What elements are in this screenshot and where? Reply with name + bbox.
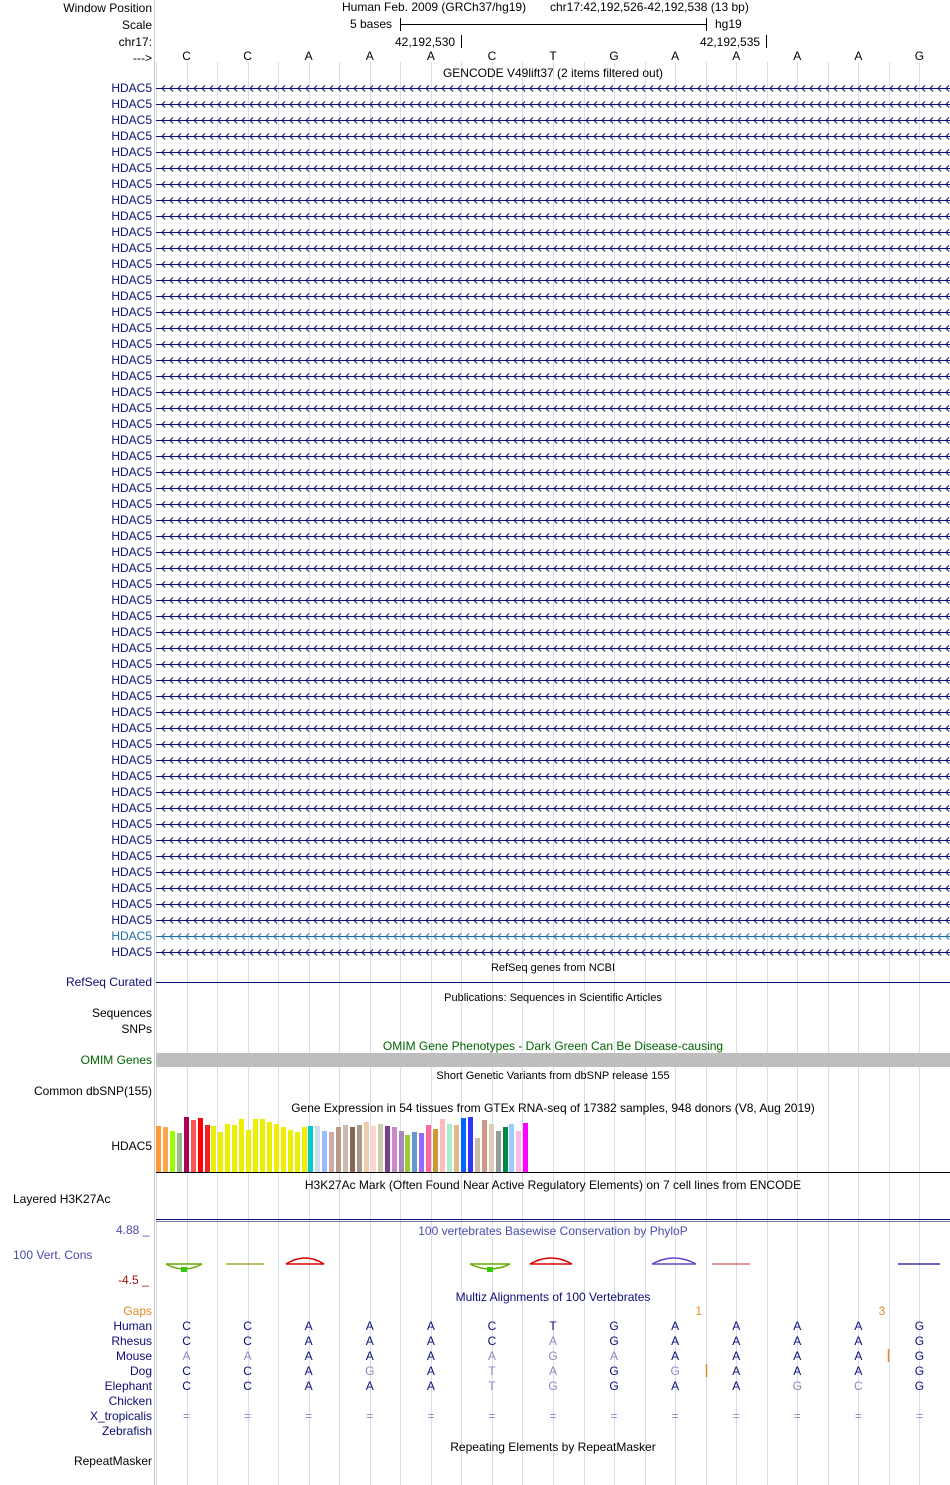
reference-base: C <box>487 49 497 63</box>
dbsnp-label[interactable]: Common dbSNP(155) <box>33 1084 152 1098</box>
refseq-label[interactable]: RefSeq Curated <box>65 975 152 989</box>
gtex-tissue-bar[interactable] <box>239 1119 244 1172</box>
alignment-base: A <box>793 1334 802 1348</box>
phylop-label[interactable]: 100 Vert. Cons <box>13 1248 93 1262</box>
gtex-tissue-bar[interactable] <box>503 1127 508 1172</box>
publications-snps-label[interactable]: SNPs <box>121 1022 152 1036</box>
alignment-base: = <box>915 1409 923 1423</box>
gtex-tissue-bar[interactable] <box>308 1126 313 1172</box>
alignment-base: A <box>365 1334 374 1348</box>
gtex-tissue-bar[interactable] <box>412 1132 417 1172</box>
gap-count: 3 <box>878 1304 886 1318</box>
h3k27ac-track-title[interactable]: H3K27Ac Mark (Often Found Near Active Regulatory Elements) on 7 cell lines from ENCODE <box>304 1178 802 1192</box>
species-label[interactable]: Rhesus <box>111 1334 152 1348</box>
gencode-item-label[interactable]: HDAC5 <box>111 241 152 255</box>
gencode-item-label[interactable]: HDAC5 <box>111 129 152 143</box>
alignment-base: C <box>487 1319 497 1333</box>
gtex-tissue-bar[interactable] <box>184 1117 189 1172</box>
alignment-base: A <box>426 1379 435 1393</box>
gtex-tissue-bar[interactable] <box>253 1119 258 1172</box>
gtex-tissue-bar[interactable] <box>343 1125 348 1172</box>
gtex-tissue-bar[interactable] <box>336 1127 341 1172</box>
gencode-item-label[interactable]: HDAC5 <box>111 673 152 687</box>
gtex-label[interactable]: HDAC5 <box>111 1139 152 1153</box>
assembly-title: Human Feb. 2009 (GRCh37/hg19) <box>342 0 527 14</box>
gaps-label: Gaps <box>123 1304 152 1318</box>
alignment-base: C <box>182 1379 191 1393</box>
gencode-item-label[interactable]: HDAC5 <box>111 849 152 863</box>
dbsnp-track-title[interactable]: Short Genetic Variants from dbSNP release 155 <box>436 1070 670 1082</box>
gencode-item-label[interactable]: HDAC5 <box>111 225 152 239</box>
gencode-item-label[interactable]: HDAC5 <box>111 529 152 543</box>
gencode-item-label[interactable]: HDAC5 <box>111 737 152 751</box>
gtex-tissue-bar[interactable] <box>482 1120 487 1172</box>
gtex-tissue-bar[interactable] <box>461 1118 466 1172</box>
alignment-base: = <box>549 1409 557 1423</box>
species-label[interactable]: Human <box>113 1319 152 1333</box>
gencode-item-label[interactable]: HDAC5 <box>111 417 152 431</box>
omim-label[interactable]: OMIM Genes <box>80 1053 152 1067</box>
gtex-tissue-bar[interactable] <box>496 1131 501 1172</box>
alignment-base: = <box>427 1409 435 1423</box>
refseq-track-title[interactable]: RefSeq genes from NCBI <box>490 962 616 974</box>
alignment-base: C <box>243 1379 252 1393</box>
gencode-item-label[interactable]: HDAC5 <box>111 433 152 447</box>
alignment-base: C <box>182 1364 191 1378</box>
alignment-base: G <box>792 1379 802 1393</box>
alignment-base: = <box>854 1409 862 1423</box>
scale-label: Scale <box>121 18 152 32</box>
phylop-mark <box>487 1267 493 1272</box>
gencode-item-label[interactable]: HDAC5 <box>111 801 152 815</box>
coord-left: 42,192,530 <box>395 35 456 49</box>
alignment-base: A <box>854 1334 863 1348</box>
alignment-base: A <box>671 1349 680 1363</box>
alignment-base: G <box>548 1349 558 1363</box>
alignment-base: G <box>914 1349 925 1363</box>
gtex-tissue-bar[interactable] <box>371 1126 376 1172</box>
alignment-base: = <box>732 1409 740 1423</box>
reference-base: C <box>182 49 191 63</box>
gencode-item-label[interactable]: HDAC5 <box>111 945 152 959</box>
gencode-item-label[interactable]: HDAC5 <box>111 449 152 463</box>
species-label[interactable]: Mouse <box>115 1349 152 1363</box>
phylop-max: 4.88 _ <box>116 1223 150 1237</box>
alignment-base: A <box>854 1319 863 1333</box>
gtex-tissue-bar[interactable] <box>509 1124 514 1172</box>
gencode-item-label[interactable]: HDAC5 <box>111 641 152 655</box>
gtex-tissue-bar[interactable] <box>350 1127 355 1172</box>
alignment-base: A <box>548 1364 557 1378</box>
alignment-base: A <box>365 1379 374 1393</box>
species-label[interactable]: Elephant <box>104 1379 152 1393</box>
phylop-mark <box>652 1258 696 1264</box>
alignment-base: = <box>305 1409 313 1423</box>
reference-base: A <box>365 49 374 63</box>
gtex-tissue-bar[interactable] <box>378 1124 383 1172</box>
gencode-item-label[interactable]: HDAC5 <box>111 609 152 623</box>
alignment-base: A <box>671 1379 680 1393</box>
h3k27ac-label[interactable]: Layered H3K27Ac <box>13 1192 111 1206</box>
gtex-tissue-bar[interactable] <box>468 1117 473 1172</box>
alignment-base: A <box>426 1349 435 1363</box>
omim-gene-bar <box>156 1053 950 1067</box>
gtex-tissue-bar[interactable] <box>489 1124 494 1172</box>
chrom-label: chr17: <box>118 35 152 49</box>
repeatmasker-track-title[interactable]: Repeating Elements by RepeatMasker <box>450 1440 656 1454</box>
gtex-tissue-bar[interactable] <box>302 1127 307 1172</box>
reference-base: A <box>671 49 680 63</box>
alignment-base: T <box>549 1319 557 1333</box>
gtex-tissue-bar[interactable] <box>357 1125 362 1172</box>
coord-right: 42,192,535 <box>700 35 761 49</box>
alignment-base: A <box>732 1319 741 1333</box>
gencode-item-label[interactable]: HDAC5 <box>111 929 152 943</box>
alignment-base: A <box>671 1319 680 1333</box>
gencode-item-label[interactable]: HDAC5 <box>111 273 152 287</box>
gencode-item-label[interactable]: HDAC5 <box>111 465 152 479</box>
gencode-item-label[interactable]: HDAC5 <box>111 577 152 591</box>
gtex-tissue-bar[interactable] <box>315 1126 320 1172</box>
alignment-base: C <box>243 1319 252 1333</box>
alignment-base: A <box>304 1319 313 1333</box>
reference-base: G <box>609 49 619 63</box>
gtex-tissue-bar[interactable] <box>267 1122 272 1172</box>
alignment-base: = <box>183 1409 191 1423</box>
gencode-item-label[interactable]: HDAC5 <box>111 833 152 847</box>
gencode-item-label[interactable]: HDAC5 <box>111 289 152 303</box>
alignment-base: T <box>488 1379 496 1393</box>
gtex-tissue-bar[interactable] <box>405 1135 410 1172</box>
gtex-tissue-bar[interactable] <box>385 1126 390 1172</box>
gtex-tissue-bar[interactable] <box>288 1130 293 1172</box>
gencode-item-label[interactable]: HDAC5 <box>111 193 152 207</box>
gtex-tissue-bar[interactable] <box>205 1125 210 1172</box>
gtex-track-title[interactable]: Gene Expression in 54 tissues from GTEx RNA-seq of 17382 samples, 948 donors (V8, Aug 2019) <box>291 1101 815 1115</box>
gencode-item-label[interactable]: HDAC5 <box>111 369 152 383</box>
gencode-item-label[interactable]: HDAC5 <box>111 913 152 927</box>
gencode-item-label[interactable]: HDAC5 <box>111 257 152 271</box>
alignment-base: A <box>793 1349 802 1363</box>
gencode-item-label[interactable]: HDAC5 <box>111 81 152 95</box>
alignment-base: A <box>732 1334 741 1348</box>
alignment-base: G <box>914 1379 925 1393</box>
species-label[interactable]: Dog <box>129 1364 152 1378</box>
gtex-tissue-bar[interactable] <box>433 1129 438 1172</box>
alignment-base: = <box>610 1409 618 1423</box>
alignment-base: G <box>609 1379 619 1393</box>
gencode-item-label[interactable]: HDAC5 <box>111 785 152 799</box>
strand-label: ---> <box>133 51 152 65</box>
alignment-base: G <box>365 1364 375 1378</box>
alignment-base: A <box>671 1334 680 1348</box>
gtex-tissue-bar[interactable] <box>475 1138 480 1172</box>
alignment-base: = <box>488 1409 496 1423</box>
alignment-base: A <box>854 1349 863 1363</box>
gencode-item-label[interactable]: HDAC5 <box>111 689 152 703</box>
gtex-tissue-bar[interactable] <box>281 1127 286 1172</box>
gtex-tissue-bar[interactable] <box>198 1118 203 1172</box>
gencode-item-label[interactable]: HDAC5 <box>111 513 152 527</box>
gtex-tissue-bar[interactable] <box>156 1126 161 1172</box>
alignment-base: A <box>304 1364 313 1378</box>
alignment-base: A <box>304 1334 313 1348</box>
gtex-tissue-bar[interactable] <box>225 1124 230 1172</box>
db-text: hg19 <box>715 17 742 31</box>
alignment-base: A <box>182 1349 191 1363</box>
gtex-tissue-bar[interactable] <box>440 1119 445 1172</box>
alignment-base: A <box>304 1379 313 1393</box>
gencode-item-label[interactable]: HDAC5 <box>111 625 152 639</box>
alignment-base: G <box>548 1379 558 1393</box>
gtex-tissue-bar[interactable] <box>329 1132 334 1172</box>
gencode-item-label[interactable]: HDAC5 <box>111 481 152 495</box>
publications-sequences-label[interactable]: Sequences <box>91 1006 152 1020</box>
gencode-item-label[interactable]: HDAC5 <box>111 593 152 607</box>
phylop-mark <box>530 1258 572 1264</box>
alignment-base: = <box>671 1409 679 1423</box>
alignment-base: G <box>914 1364 925 1378</box>
gtex-tissue-bar[interactable] <box>392 1127 397 1172</box>
repeatmasker-label[interactable]: RepeatMasker <box>73 1454 152 1468</box>
gtex-tissue-bar[interactable] <box>274 1124 279 1172</box>
gencode-item-label[interactable]: HDAC5 <box>111 337 152 351</box>
gencode-item-label[interactable]: HDAC5 <box>111 401 152 415</box>
alignment-base: = <box>366 1409 374 1423</box>
alignment-base: = <box>793 1409 801 1423</box>
gencode-item-label[interactable]: HDAC5 <box>111 161 152 175</box>
gtex-tissue-bar[interactable] <box>246 1130 251 1172</box>
gencode-item-label[interactable]: HDAC5 <box>111 385 152 399</box>
gencode-item-label[interactable]: HDAC5 <box>111 881 152 895</box>
gencode-track-title[interactable]: GENCODE V49lift37 (2 items filtered out) <box>442 66 664 80</box>
gtex-tissue-bar[interactable] <box>211 1126 216 1172</box>
alignment-base: A <box>426 1319 435 1333</box>
publications-track-title[interactable]: Publications: Sequences in Scientific Articles <box>444 992 662 1004</box>
gtex-tissue-bar[interactable] <box>177 1133 182 1172</box>
gtex-tissue-bar[interactable] <box>523 1123 528 1172</box>
gencode-item-label[interactable]: HDAC5 <box>111 817 152 831</box>
phylop-min: -4.5 _ <box>118 1273 149 1287</box>
reference-base: A <box>732 49 741 63</box>
gtex-tissue-bar[interactable] <box>295 1132 300 1172</box>
gencode-item-label[interactable]: HDAC5 <box>111 897 152 911</box>
species-label[interactable]: Zebrafish <box>101 1424 152 1438</box>
alignment-base: A <box>854 1364 863 1378</box>
alignment-base: A <box>732 1364 741 1378</box>
alignment-base: C <box>182 1334 191 1348</box>
gtex-tissue-bar[interactable] <box>447 1124 452 1172</box>
alignment-base: C <box>487 1334 497 1348</box>
gencode-item-label[interactable]: HDAC5 <box>111 769 152 783</box>
position-readout[interactable]: chr17:42,192,526-42,192,538 (13 bp) <box>550 0 749 14</box>
alignment-base: G <box>609 1364 619 1378</box>
alignment-base: A <box>793 1364 802 1378</box>
alignment-base: A <box>426 1364 435 1378</box>
gencode-item-label[interactable]: HDAC5 <box>111 305 152 319</box>
gtex-tissue-bar[interactable] <box>426 1125 431 1172</box>
gencode-item-label[interactable]: HDAC5 <box>111 145 152 159</box>
reference-base: A <box>304 49 313 63</box>
alignment-base: A <box>793 1319 802 1333</box>
alignment-base: A <box>426 1334 435 1348</box>
phylop-mark <box>181 1267 187 1272</box>
alignment-base: A <box>304 1349 313 1363</box>
gencode-item-label[interactable]: HDAC5 <box>111 177 152 191</box>
alignment-base: T <box>488 1364 496 1378</box>
alignment-base: C <box>182 1319 191 1333</box>
reference-base: A <box>793 49 802 63</box>
alignment-base: A <box>487 1349 496 1363</box>
gencode-item-label[interactable]: HDAC5 <box>111 97 152 111</box>
alignment-base: G <box>609 1334 619 1348</box>
alignment-base: = <box>244 1409 252 1423</box>
scale-text: 5 bases <box>350 17 393 31</box>
reference-base: T <box>549 49 557 63</box>
multiz-track-title[interactable]: Multiz Alignments of 100 Vertebrates <box>455 1290 651 1304</box>
gtex-tissue-bar[interactable] <box>191 1120 196 1172</box>
reference-base: A <box>854 49 863 63</box>
gencode-item-label[interactable]: HDAC5 <box>111 865 152 879</box>
gtex-tissue-bar[interactable] <box>218 1132 223 1172</box>
gencode-item-label[interactable]: HDAC5 <box>111 705 152 719</box>
alignment-base: A <box>732 1349 741 1363</box>
window-position-label: Window Position <box>63 1 152 15</box>
alignment-base: G <box>670 1364 680 1378</box>
gtex-tissue-bar[interactable] <box>516 1131 521 1172</box>
gtex-tissue-bar[interactable] <box>322 1131 327 1172</box>
alignment-base: C <box>243 1334 252 1348</box>
alignment-base: A <box>548 1334 557 1348</box>
gtex-tissue-bar[interactable] <box>364 1122 369 1172</box>
alignment-base: A <box>365 1319 374 1333</box>
reference-base: C <box>243 49 252 63</box>
gencode-item-label[interactable]: HDAC5 <box>111 545 152 559</box>
phylop-mark <box>286 1258 324 1264</box>
gencode-item-label[interactable]: HDAC5 <box>111 753 152 767</box>
alignment-base: A <box>610 1349 619 1363</box>
alignment-base: A <box>243 1349 252 1363</box>
reference-base: G <box>914 49 925 63</box>
reference-base: A <box>426 49 435 63</box>
gencode-item-label[interactable]: HDAC5 <box>111 657 152 671</box>
gencode-item-label[interactable]: HDAC5 <box>111 721 152 735</box>
gtex-tissue-bar[interactable] <box>399 1131 404 1172</box>
alignment-base: G <box>914 1319 925 1333</box>
alignment-base: G <box>609 1319 619 1333</box>
gtex-tissue-bar[interactable] <box>419 1133 424 1172</box>
alignment-base: C <box>243 1364 252 1378</box>
gtex-bar-chart[interactable] <box>156 1116 556 1172</box>
gtex-tissue-bar[interactable] <box>260 1119 265 1172</box>
gtex-tissue-bar[interactable] <box>170 1131 175 1172</box>
species-label[interactable]: X_tropicalis <box>89 1409 152 1423</box>
alignment-base: C <box>854 1379 863 1393</box>
gap-count: 1 <box>695 1304 703 1318</box>
species-label[interactable]: Chicken <box>108 1394 152 1408</box>
gencode-item-label[interactable]: HDAC5 <box>111 209 152 223</box>
gencode-item-label[interactable]: HDAC5 <box>111 561 152 575</box>
omim-track-title[interactable]: OMIM Gene Phenotypes - Dark Green Can Be Disease-causing <box>382 1039 724 1053</box>
gencode-item-label[interactable]: HDAC5 <box>111 497 152 511</box>
gencode-item-label[interactable]: HDAC5 <box>111 113 152 127</box>
gencode-item-label[interactable]: HDAC5 <box>111 321 152 335</box>
gtex-tissue-bar[interactable] <box>232 1125 237 1172</box>
alignment-base: A <box>732 1379 741 1393</box>
gtex-tissue-bar[interactable] <box>454 1125 459 1172</box>
phylop-track-title[interactable]: 100 vertebrates Basewise Conservation by PhyloP <box>418 1224 688 1238</box>
alignment-base: A <box>365 1349 374 1363</box>
alignment-base: G <box>914 1334 925 1348</box>
gtex-tissue-bar[interactable] <box>163 1127 168 1172</box>
gencode-item-label[interactable]: HDAC5 <box>111 353 152 367</box>
